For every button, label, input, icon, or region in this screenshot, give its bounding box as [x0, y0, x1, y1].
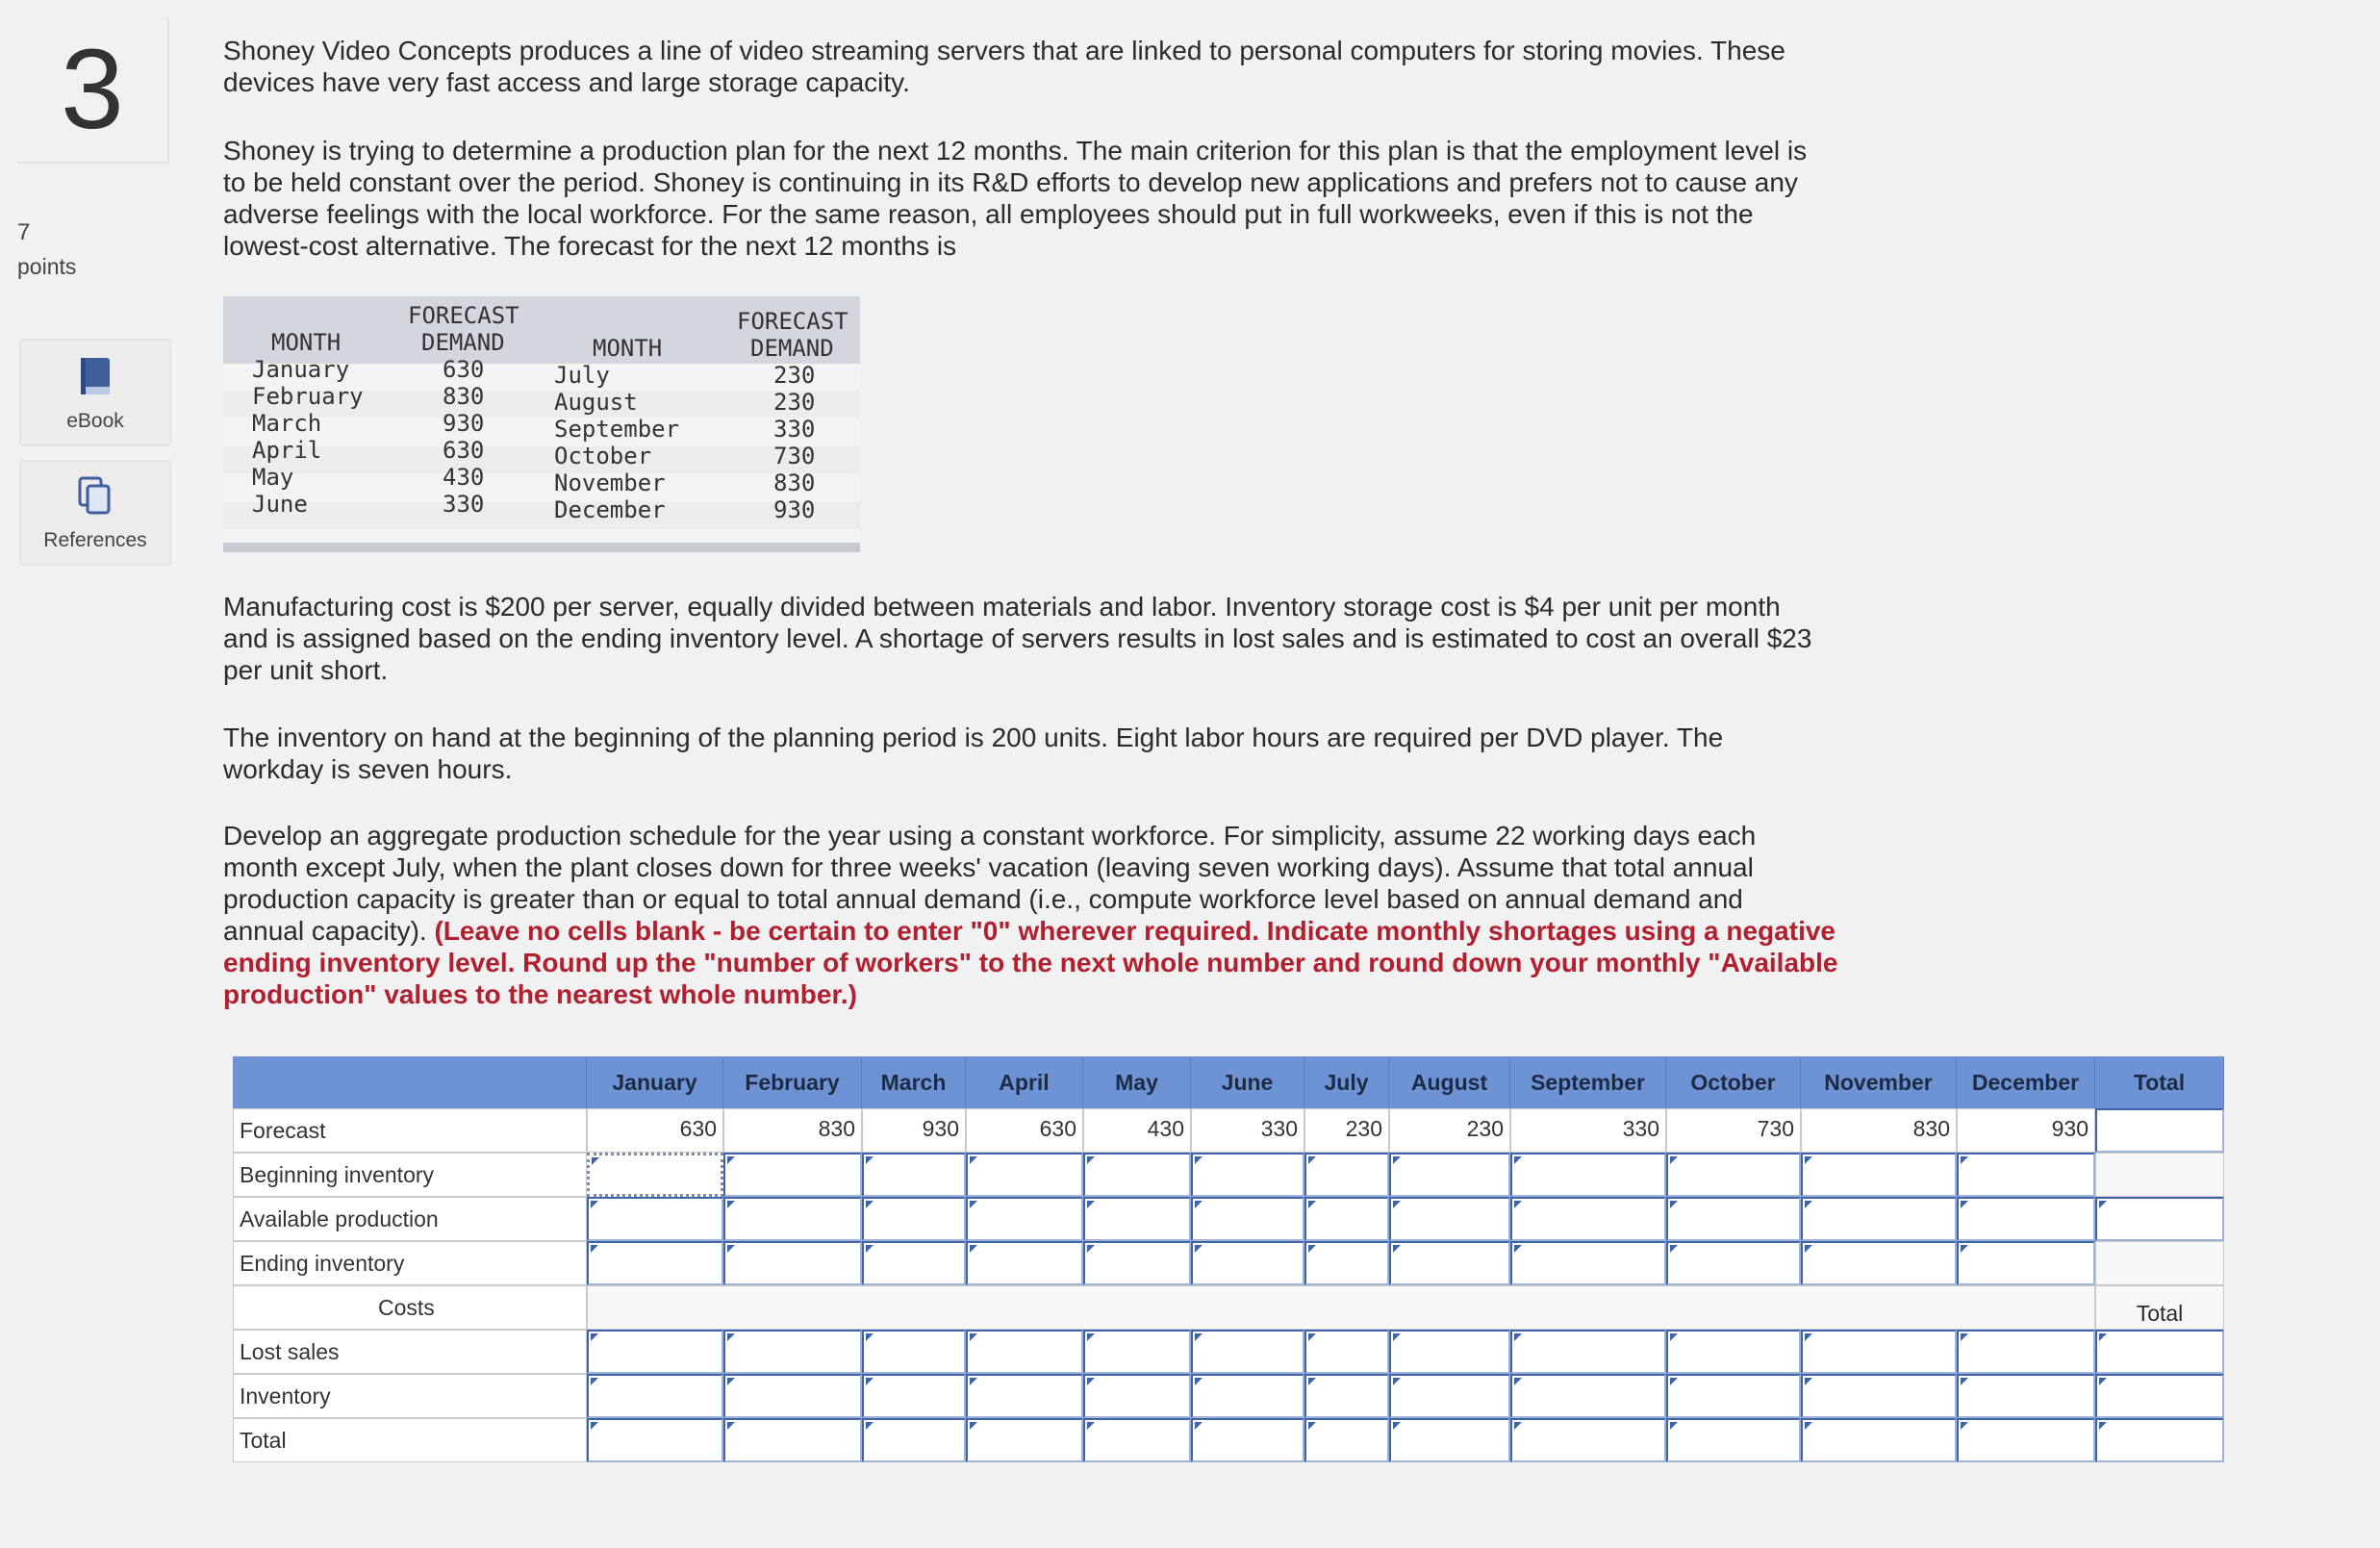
- input-marker-icon: [866, 1333, 874, 1341]
- input-marker-icon: [1195, 1422, 1203, 1430]
- ending-inventory-input[interactable]: [1389, 1241, 1510, 1285]
- input-marker-icon: [591, 1378, 598, 1385]
- input-marker-icon: [1514, 1333, 1522, 1341]
- instruction-emphasis: ending inventory level. Round up the "number of workers" to the next whole number and round down your monthly "Available: [223, 948, 1838, 977]
- input-marker-icon: [866, 1422, 874, 1430]
- input-marker-icon: [592, 1157, 599, 1165]
- cost-lost-sales-input[interactable]: [1083, 1330, 1191, 1374]
- input-marker-icon: [727, 1422, 735, 1430]
- forecast-month: March: [252, 410, 322, 437]
- row-label-ending-inventory: Ending inventory: [233, 1241, 587, 1285]
- ending-inventory-input[interactable]: [1510, 1241, 1666, 1285]
- beginning-inventory-input[interactable]: [1801, 1153, 1957, 1197]
- text-line: Shoney is trying to determine a production plan for the next 12 months. The main criterion for this plan is that the employment level is: [223, 136, 1808, 165]
- input-marker-icon: [1393, 1378, 1401, 1385]
- cost-lost-sales-input[interactable]: [1389, 1330, 1510, 1374]
- forecast-demand: 930: [443, 410, 485, 437]
- column-header-total: Total: [2095, 1056, 2224, 1108]
- available-production-input[interactable]: [1801, 1197, 1957, 1241]
- references-label: References: [43, 529, 147, 551]
- cost-lost-sales-input[interactable]: [2095, 1330, 2224, 1374]
- forecast-demand: 830: [773, 469, 816, 496]
- forecast-value: 930: [1957, 1108, 2095, 1153]
- costs-section-label: Costs: [233, 1285, 587, 1330]
- cost-total-input[interactable]: [1083, 1418, 1191, 1462]
- beginning-inventory-input[interactable]: [1666, 1153, 1801, 1197]
- input-marker-icon: [1393, 1156, 1401, 1164]
- input-marker-icon: [591, 1201, 598, 1208]
- forecast-demand: 730: [773, 443, 816, 469]
- beginning-inventory-input[interactable]: [1304, 1153, 1389, 1197]
- cost-lost-sales-input[interactable]: [862, 1330, 966, 1374]
- problem-criteria: [223, 135, 1936, 262]
- input-marker-icon: [1961, 1378, 1968, 1385]
- forecast-demand: 230: [773, 389, 816, 416]
- column-header-may: May: [1083, 1056, 1191, 1108]
- text-line: production capacity is greater than or equal to total annual demand (i.e., compute workforce level based on annual demand and: [223, 884, 1743, 914]
- input-marker-icon: [1308, 1422, 1316, 1430]
- input-marker-icon: [1805, 1333, 1812, 1341]
- cost-total-input[interactable]: [1801, 1418, 1957, 1462]
- available-production-input[interactable]: [1083, 1197, 1191, 1241]
- beginning-inventory-input[interactable]: [966, 1153, 1083, 1197]
- text-line: devices have very fast access and large storage capacity.: [223, 67, 910, 97]
- input-marker-icon: [1393, 1245, 1401, 1253]
- available-production-input[interactable]: [966, 1197, 1083, 1241]
- available-production-input[interactable]: [862, 1197, 966, 1241]
- cost-inventory-input[interactable]: [966, 1374, 1083, 1418]
- forecast-total-input[interactable]: [2095, 1108, 2224, 1153]
- available-production-input[interactable]: [1510, 1197, 1666, 1241]
- ending-inventory-input[interactable]: [1083, 1241, 1191, 1285]
- cost-lost-sales-input[interactable]: [966, 1330, 1083, 1374]
- forecast-month: August: [554, 389, 638, 416]
- available-production-input[interactable]: [1191, 1197, 1304, 1241]
- input-marker-icon: [866, 1201, 874, 1208]
- forecast-header-left: FORECAST: [408, 302, 519, 329]
- ending-inventory-input[interactable]: [587, 1241, 723, 1285]
- input-marker-icon: [1514, 1156, 1522, 1164]
- ending-inventory-input[interactable]: [966, 1241, 1083, 1285]
- cost-total-input[interactable]: [1510, 1418, 1666, 1462]
- cost-inventory-input[interactable]: [2095, 1374, 2224, 1418]
- forecast-demand: 830: [443, 383, 485, 410]
- beginning-inventory-input[interactable]: [587, 1153, 723, 1197]
- row-label-forecast: Forecast: [233, 1108, 587, 1153]
- text-line: to be held constant over the period. Shoney is continuing in its R&D efforts to develop new applications and prefers not to cause any: [223, 167, 1798, 197]
- forecast-demand: 430: [443, 464, 485, 491]
- text-line: Manufacturing cost is $200 per server, equally divided between materials and labor. Inventory storage cost is $4 per unit per month: [223, 592, 1781, 622]
- input-marker-icon: [1805, 1378, 1812, 1385]
- cost-inventory-input[interactable]: [1083, 1374, 1191, 1418]
- available-production-input[interactable]: [1957, 1197, 2095, 1241]
- input-marker-icon: [1514, 1245, 1522, 1253]
- cost-information: [223, 591, 1936, 686]
- input-marker-icon: [1961, 1201, 1968, 1208]
- input-marker-icon: [727, 1378, 735, 1385]
- column-header-october: October: [1666, 1056, 1801, 1108]
- cost-inventory-input[interactable]: [1666, 1374, 1801, 1418]
- text-line: lowest-cost alternative. The forecast for the next 12 months is: [223, 231, 957, 261]
- ebook-label: eBook: [66, 410, 124, 432]
- copy-icon: [76, 475, 114, 521]
- forecast-month: April: [252, 437, 322, 464]
- column-header-april: April: [966, 1056, 1083, 1108]
- column-header-november: November: [1801, 1056, 1957, 1108]
- cost-lost-sales-input[interactable]: [587, 1330, 723, 1374]
- input-marker-icon: [1514, 1378, 1522, 1385]
- column-header-february: February: [723, 1056, 862, 1108]
- input-marker-icon: [2099, 1422, 2107, 1430]
- cost-lost-sales-input[interactable]: [723, 1330, 862, 1374]
- row-label-beginning-inventory: Beginning inventory: [233, 1153, 587, 1197]
- costs-total-label: Total: [2095, 1285, 2224, 1330]
- cost-total-input[interactable]: [1389, 1418, 1510, 1462]
- ending-inventory-input[interactable]: [1666, 1241, 1801, 1285]
- inventory-information: [223, 722, 1936, 785]
- ending-inventory-input[interactable]: [1304, 1241, 1389, 1285]
- input-marker-icon: [1514, 1201, 1522, 1208]
- forecast-month: December: [554, 496, 666, 523]
- grid-header-blank: [233, 1056, 587, 1108]
- input-marker-icon: [1670, 1422, 1678, 1430]
- cost-lost-sales-input[interactable]: [1666, 1330, 1801, 1374]
- forecast-value: 730: [1666, 1108, 1801, 1153]
- input-marker-icon: [1308, 1333, 1316, 1341]
- forecast-value: 330: [1510, 1108, 1666, 1153]
- input-marker-icon: [1670, 1201, 1678, 1208]
- input-marker-icon: [1308, 1245, 1316, 1253]
- input-marker-icon: [1393, 1422, 1401, 1430]
- ebook-button[interactable]: [19, 339, 171, 446]
- input-marker-icon: [1805, 1422, 1812, 1430]
- available-production-input[interactable]: [1389, 1197, 1510, 1241]
- forecast-value: 830: [723, 1108, 862, 1153]
- cost-total-input[interactable]: [723, 1418, 862, 1462]
- input-marker-icon: [1195, 1245, 1203, 1253]
- forecast-value: 630: [966, 1108, 1083, 1153]
- input-marker-icon: [1087, 1201, 1095, 1208]
- row-label-cost-lost-sales: Lost sales: [233, 1330, 587, 1374]
- forecast-month: June: [252, 491, 308, 518]
- input-marker-icon: [970, 1422, 977, 1430]
- ending-inventory-input[interactable]: [723, 1241, 862, 1285]
- forecast-demand: 330: [443, 491, 485, 518]
- month-header-left: MONTH: [271, 329, 342, 356]
- text-line: and is assigned based on the ending inventory level. A shortage of servers results in lost sales and is estimated to cost an overall $23: [223, 623, 1812, 653]
- beginning-inventory-input[interactable]: [862, 1153, 966, 1197]
- input-marker-icon: [1805, 1201, 1812, 1208]
- beginning-inventory-input[interactable]: [1083, 1153, 1191, 1197]
- input-marker-icon: [1087, 1156, 1095, 1164]
- forecast-month: February: [252, 383, 364, 410]
- forecast-demand: 930: [773, 496, 816, 523]
- forecast-month: September: [554, 416, 680, 443]
- input-marker-icon: [1308, 1156, 1316, 1164]
- forecast-demand-table: [223, 296, 860, 552]
- input-marker-icon: [2099, 1378, 2107, 1385]
- month-header-right: MONTH: [593, 335, 663, 362]
- input-marker-icon: [727, 1245, 735, 1253]
- column-header-december: December: [1957, 1056, 2095, 1108]
- forecast-month: July: [554, 362, 610, 389]
- demand-header-left: DEMAND: [421, 329, 505, 356]
- cost-total-input[interactable]: [1191, 1418, 1304, 1462]
- cost-total-input[interactable]: [1957, 1418, 2095, 1462]
- beginning-inventory-input[interactable]: [1389, 1153, 1510, 1197]
- row-label-available-production: Available production: [233, 1197, 587, 1241]
- cost-total-input[interactable]: [1304, 1418, 1389, 1462]
- input-marker-icon: [970, 1333, 977, 1341]
- cost-lost-sales-input[interactable]: [1191, 1330, 1304, 1374]
- ending-inventory-input[interactable]: [1191, 1241, 1304, 1285]
- input-marker-icon: [1961, 1422, 1968, 1430]
- ending-inventory-input[interactable]: [862, 1241, 966, 1285]
- question-sidebar: [0, 0, 173, 1548]
- column-header-march: March: [862, 1056, 966, 1108]
- input-marker-icon: [970, 1201, 977, 1208]
- input-marker-icon: [1087, 1378, 1095, 1385]
- ending-inventory-input[interactable]: [1801, 1241, 1957, 1285]
- forecast-value: 630: [587, 1108, 723, 1153]
- cost-inventory-input[interactable]: [1801, 1374, 1957, 1418]
- text-line: month except July, when the plant closes down for three weeks' vacation (leaving seven working days). Assume that total annual: [223, 852, 1754, 882]
- input-marker-icon: [2099, 1201, 2107, 1208]
- input-marker-icon: [1308, 1378, 1316, 1385]
- cost-inventory-input[interactable]: [1389, 1374, 1510, 1418]
- forecast-value: 330: [1191, 1108, 1304, 1153]
- input-marker-icon: [2099, 1333, 2107, 1341]
- column-header-july: July: [1304, 1056, 1389, 1108]
- input-marker-icon: [591, 1245, 598, 1253]
- cost-inventory-input[interactable]: [587, 1374, 723, 1418]
- cost-lost-sales-input[interactable]: [1957, 1330, 2095, 1374]
- input-marker-icon: [1393, 1333, 1401, 1341]
- text-line: adverse feelings with the local workforce. For the same reason, all employees should put in full workweeks, even if this is not the: [223, 199, 1754, 229]
- row-label-cost-inventory: Inventory: [233, 1374, 587, 1418]
- input-marker-icon: [866, 1156, 874, 1164]
- available-production-total-input[interactable]: [2095, 1197, 2224, 1241]
- input-marker-icon: [1195, 1378, 1203, 1385]
- input-marker-icon: [727, 1201, 735, 1208]
- row-label-cost-total: Total: [233, 1418, 587, 1462]
- points-label: points: [17, 254, 77, 279]
- input-marker-icon: [727, 1156, 735, 1164]
- forecast-demand: 330: [773, 416, 816, 443]
- demand-header-right: DEMAND: [750, 335, 834, 362]
- points-value: 7: [17, 219, 31, 245]
- column-header-june: June: [1191, 1056, 1304, 1108]
- text-line: workday is seven hours.: [223, 754, 513, 784]
- input-marker-icon: [1670, 1245, 1678, 1253]
- text-segment: annual capacity).: [223, 916, 435, 946]
- forecast-value: 230: [1304, 1108, 1389, 1153]
- input-marker-icon: [1308, 1201, 1316, 1208]
- beginning-inventory-input[interactable]: [723, 1153, 862, 1197]
- text-line-mixed: [223, 915, 1936, 947]
- input-marker-icon: [970, 1156, 977, 1164]
- beginning-inventory-input[interactable]: [1957, 1153, 2095, 1197]
- cost-lost-sales-input[interactable]: [1801, 1330, 1957, 1374]
- input-marker-icon: [1087, 1422, 1095, 1430]
- forecast-month: November: [554, 469, 666, 496]
- text-line: per unit short.: [223, 655, 389, 685]
- text-line: Shoney Video Concepts produces a line of video streaming servers that are linked to personal computers for storing movies. These: [223, 36, 1785, 65]
- input-marker-icon: [1961, 1333, 1968, 1341]
- forecast-demand: 230: [773, 362, 816, 389]
- text-line: The inventory on hand at the beginning of the planning period is 200 units. Eight labor hours are required per DVD player. The: [223, 723, 1724, 752]
- input-marker-icon: [1195, 1156, 1203, 1164]
- instruction-emphasis: production" values to the nearest whole number.): [223, 979, 857, 1009]
- total-blank: [2095, 1241, 2224, 1285]
- cost-total-input[interactable]: [862, 1418, 966, 1462]
- cost-total-input[interactable]: [2095, 1418, 2224, 1462]
- available-production-input[interactable]: [723, 1197, 862, 1241]
- input-marker-icon: [1514, 1422, 1522, 1430]
- input-marker-icon: [1805, 1156, 1812, 1164]
- input-marker-icon: [1805, 1245, 1812, 1253]
- input-marker-icon: [591, 1422, 598, 1430]
- forecast-header-right: FORECAST: [737, 308, 848, 335]
- cost-inventory-input[interactable]: [1191, 1374, 1304, 1418]
- forecast-month: January: [252, 356, 350, 383]
- references-button[interactable]: [19, 460, 171, 566]
- input-marker-icon: [970, 1245, 977, 1253]
- forecast-month: May: [252, 464, 294, 491]
- ending-inventory-input[interactable]: [1957, 1241, 2095, 1285]
- forecast-value: 430: [1083, 1108, 1191, 1153]
- available-production-input[interactable]: [587, 1197, 723, 1241]
- forecast-table-footer: [223, 543, 860, 552]
- cost-total-input[interactable]: [1666, 1418, 1801, 1462]
- book-icon: [79, 356, 112, 402]
- forecast-month: October: [554, 443, 652, 469]
- forecast-demand: 630: [443, 356, 485, 383]
- question-number: 3: [17, 17, 169, 164]
- cost-inventory-input[interactable]: [1510, 1374, 1666, 1418]
- available-production-input[interactable]: [1666, 1197, 1801, 1241]
- total-blank: [2095, 1153, 2224, 1197]
- cost-total-input[interactable]: [966, 1418, 1083, 1462]
- input-marker-icon: [1195, 1333, 1203, 1341]
- cost-inventory-input[interactable]: [723, 1374, 862, 1418]
- input-marker-icon: [1087, 1245, 1095, 1253]
- text-line: Develop an aggregate production schedule for the year using a constant workforce. For simplicity, assume 22 working days each: [223, 821, 1757, 850]
- input-marker-icon: [1961, 1156, 1968, 1164]
- forecast-value: 830: [1801, 1108, 1957, 1153]
- beginning-inventory-input[interactable]: [1191, 1153, 1304, 1197]
- aggregate-production-grid: [233, 1056, 2224, 1462]
- input-marker-icon: [866, 1245, 874, 1253]
- instruction-emphasis: (Leave no cells blank - be certain to enter "0" wherever required. Indicate monthly shortages using a negative: [434, 916, 1836, 946]
- input-marker-icon: [1393, 1201, 1401, 1208]
- forecast-demand: 630: [443, 437, 485, 464]
- cost-inventory-input[interactable]: [1304, 1374, 1389, 1418]
- input-marker-icon: [1195, 1201, 1203, 1208]
- input-marker-icon: [727, 1333, 735, 1341]
- cost-lost-sales-input[interactable]: [1304, 1330, 1389, 1374]
- input-marker-icon: [866, 1378, 874, 1385]
- beginning-inventory-input[interactable]: [1510, 1153, 1666, 1197]
- instructions: [223, 820, 1936, 1010]
- column-header-january: January: [587, 1056, 723, 1108]
- cost-lost-sales-input[interactable]: [1510, 1330, 1666, 1374]
- input-marker-icon: [1670, 1378, 1678, 1385]
- forecast-value: 930: [862, 1108, 966, 1153]
- input-marker-icon: [1961, 1245, 1968, 1253]
- forecast-value: 230: [1389, 1108, 1510, 1153]
- column-header-september: September: [1510, 1056, 1666, 1108]
- cost-inventory-input[interactable]: [862, 1374, 966, 1418]
- input-marker-icon: [1670, 1333, 1678, 1341]
- column-header-august: August: [1389, 1056, 1510, 1108]
- costs-band: [587, 1285, 2095, 1330]
- problem-intro: [223, 35, 1936, 98]
- input-marker-icon: [1670, 1156, 1678, 1164]
- cost-total-input[interactable]: [587, 1418, 723, 1462]
- input-marker-icon: [591, 1333, 598, 1341]
- input-marker-icon: [1087, 1333, 1095, 1341]
- cost-inventory-input[interactable]: [1957, 1374, 2095, 1418]
- available-production-input[interactable]: [1304, 1197, 1389, 1241]
- input-marker-icon: [970, 1378, 977, 1385]
